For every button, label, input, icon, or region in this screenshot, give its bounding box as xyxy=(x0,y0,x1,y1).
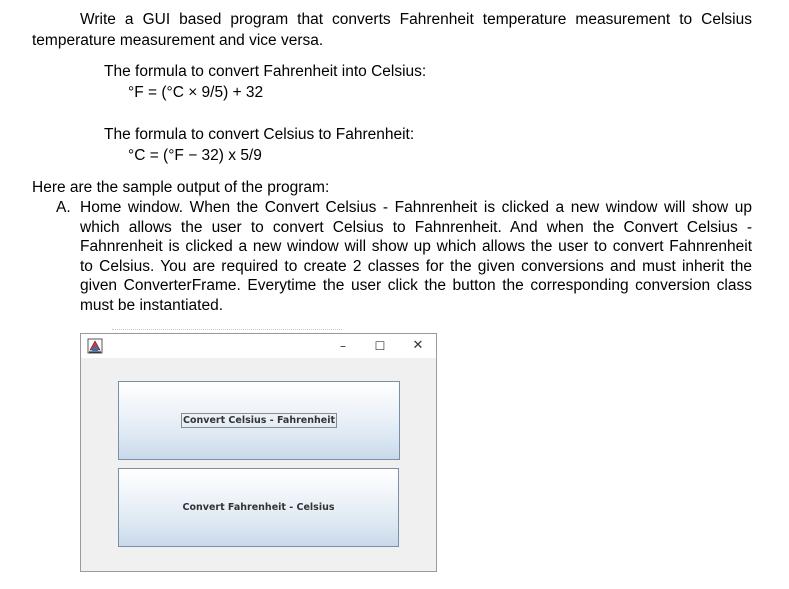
close-icon[interactable]: ✕ xyxy=(412,338,424,353)
list-item-line: must be instantiated. xyxy=(80,296,224,314)
button-label: Convert Celsius - Fahrenheit xyxy=(183,415,335,426)
list-item-text xyxy=(80,198,752,315)
formula1: °F = (°C × 9/5) + 32 xyxy=(128,84,264,101)
button-label: Convert Fahrenheit - Celsius xyxy=(182,502,335,513)
maximize-icon[interactable]: ☐ xyxy=(374,339,386,353)
list-marker: A. xyxy=(56,199,71,216)
java-app-icon xyxy=(87,338,103,354)
formula1-intro: The formula to convert Fahrenheit into Celsius: xyxy=(104,63,427,80)
sample-heading: Here are the sample output of the program: xyxy=(32,179,330,196)
intro-line-2: temperature measurement and vice versa. xyxy=(32,32,324,49)
list-item-line: given ConverterFrame. Everytime the user click the button the corresponding conversion class xyxy=(80,277,752,294)
intro-line-1: Write a GUI based program that converts Fahrenheit temperature measurement to Celsius xyxy=(80,11,752,28)
window-titlebar[interactable] xyxy=(81,334,436,358)
screenshot-edge xyxy=(112,329,342,332)
list-item-line: which allows the user to convert Celsius to Fahnrenheit. And when the Convert Celsius - xyxy=(80,218,752,236)
converter-window xyxy=(80,333,437,572)
convert-celsius-fahrenheit-button[interactable] xyxy=(118,381,400,460)
convert-fahrenheit-celsius-button[interactable] xyxy=(118,468,399,547)
list-item-line: Home window. When the Convert Celsius - Fahnrenheit is clicked a new window will show up xyxy=(80,199,752,216)
formula2-intro: The formula to convert Celsius to Fahrenheit: xyxy=(104,126,415,143)
formula2: °C = (°F − 32) x 5/9 xyxy=(128,147,262,164)
list-item-line: to Celsius. You are required to create 2 classes for the given conversions and must inherit the xyxy=(80,257,752,275)
list-item-line: Fahnrenheit is clicked a new window will show up which allows the user to convert Fahnrenheit xyxy=(80,238,752,255)
minimize-icon[interactable]: – xyxy=(340,339,346,353)
